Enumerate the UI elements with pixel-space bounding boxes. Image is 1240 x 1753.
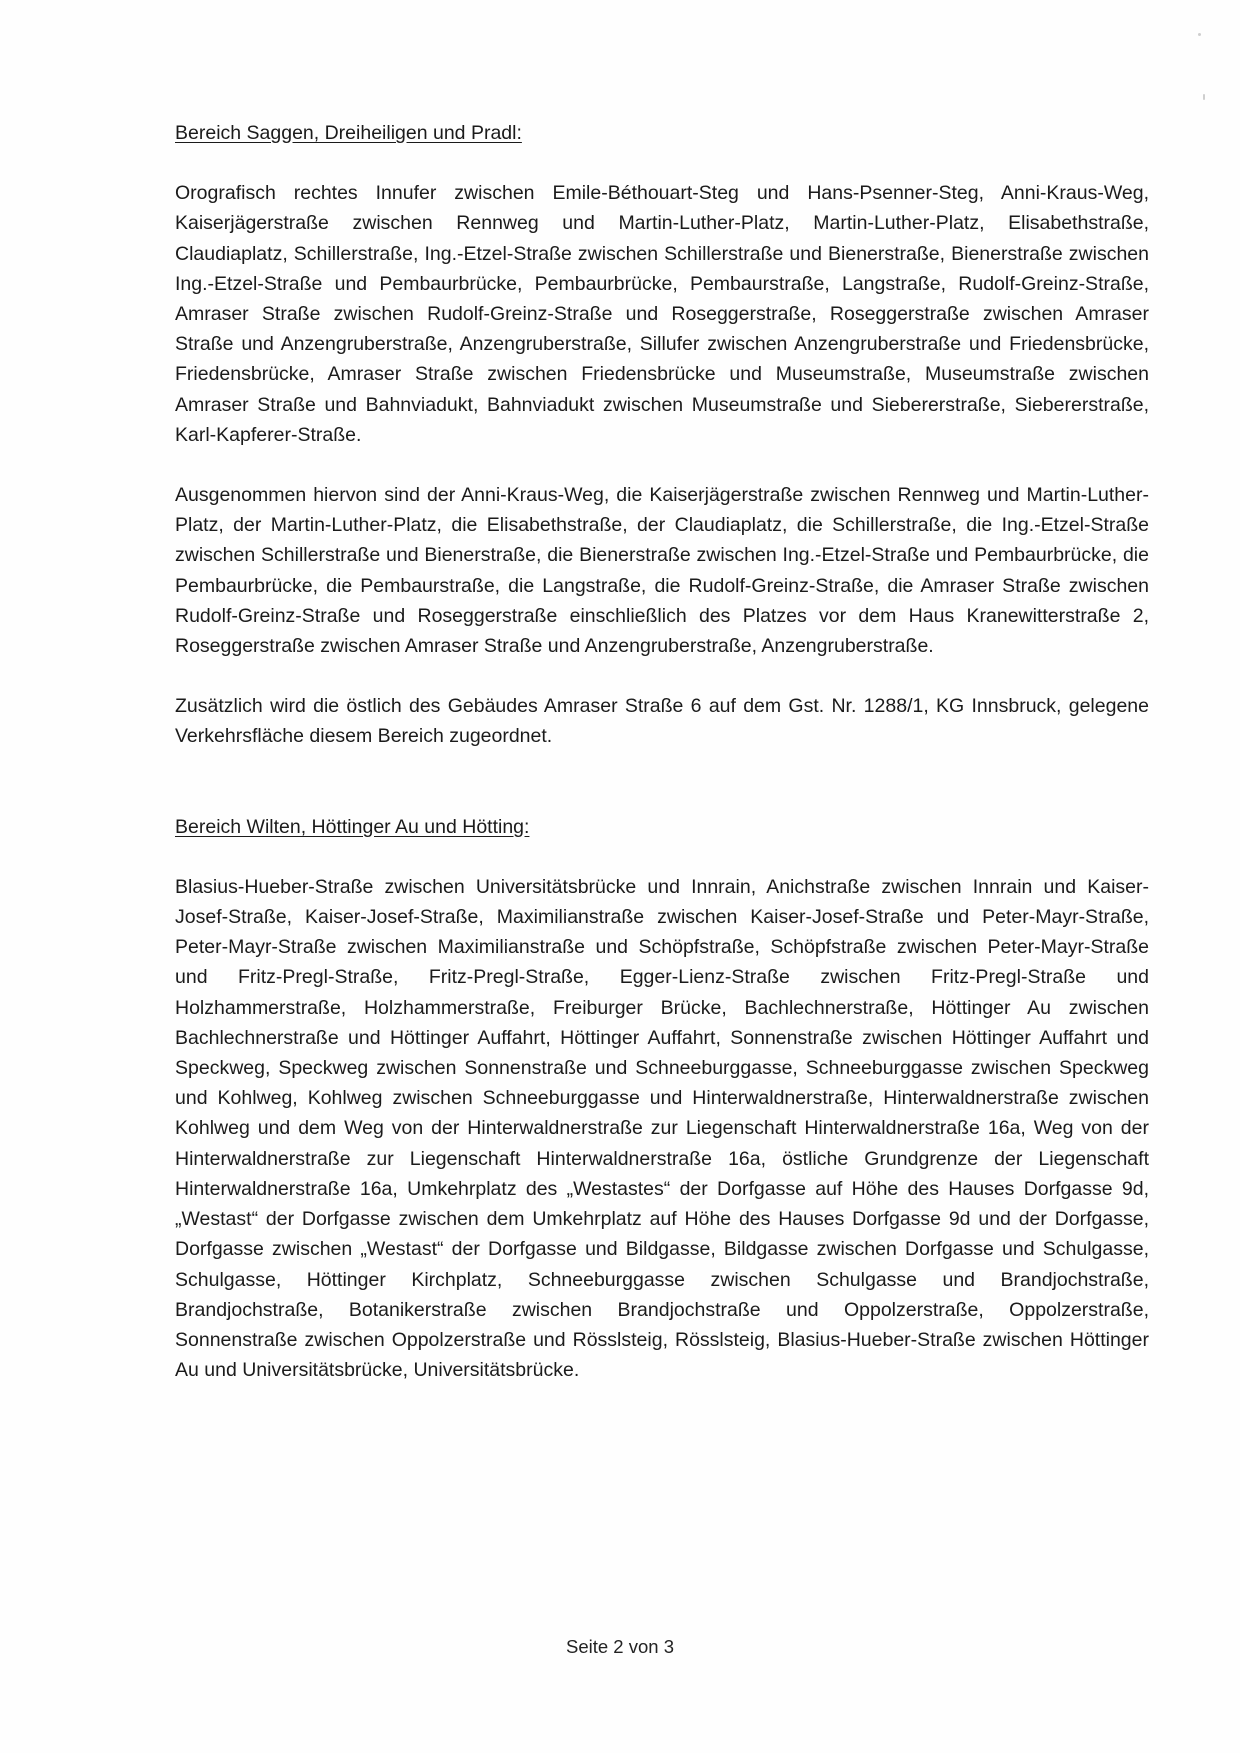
document-body bbox=[175, 118, 1149, 1385]
paragraph-saggen-streets: Orografisch rechtes Innufer zwischen Emile-Béthouart-Steg und Hans-Psenner-Steg, Anni-Kraus-Weg, Kaiserjägerstraße zwischen Rennweg und Martin-Luther-Platz, Martin-Luther-Platz, Elisabethstraße, Claudiaplatz, Schillerstraße, Ing.-Etzel-Straße zwischen Schillerstraße und Bienerstraße, Bienerstraße zwischen Ing.-Etzel-Straße und Pembaurbrücke, Pembaurbrücke, Pembaurstraße, Langstraße, Rudolf-Greinz-Straße, Amraser Straße zwischen Rudolf-Greinz-Straße und Roseggerstraße, Roseggerstraße zwischen Amraser Straße und Anzengruberstraße, Anzengruberstraße, Sillufer zwischen Anzengruberstraße und Friedensbrücke, Friedensbrücke, Amraser Straße zwischen Friedensbrücke und Museumstraße, Museumstraße zwischen Amraser Straße und Bahnviadukt, Bahnviadukt zwischen Museumstraße und Siebererstraße, Siebererstraße, Karl-Kapferer-Straße. bbox=[175, 182, 1149, 446]
scan-speck bbox=[1198, 33, 1201, 36]
paragraph-saggen-addition: Zusätzlich wird die östlich des Gebäudes Amraser Straße 6 auf dem Gst. Nr. 1288/1, KG Innsbruck, gelegene Verkehrsfläche diesem Bereich zugeordnet. bbox=[175, 695, 1149, 748]
paragraph-saggen-exceptions: Ausgenommen hiervon sind der Anni-Kraus-Weg, die Kaiserjägerstraße zwischen Rennweg und Martin-Luther-Platz, der Martin-Luther-Platz, die Elisabethstraße, der Claudiaplatz, die Schillerstraße, die Ing.-Etzel-Straße zwischen Schillerstraße und Bienerstraße, die Bienerstraße zwischen Ing.-Etzel-Straße und Pembaurbrücke, die Pembaurbrücke, die Pembaurstraße, die Langstraße, die Rudolf-Greinz-Straße, die Amraser Straße zwischen Rudolf-Greinz-Straße und Roseggerstraße einschließlich des Platzes vor dem Haus Kranewitterstraße 2, Roseggerstraße zwischen Amraser Straße und Anzengruberstraße, Anzengruberstraße. bbox=[175, 484, 1149, 658]
scan-speck bbox=[1203, 94, 1205, 100]
section-heading-wilten: Bereich Wilten, Höttinger Au und Hötting: bbox=[175, 815, 530, 838]
paragraph-wilten-streets: Blasius-Hueber-Straße zwischen Universitätsbrücke und Innrain, Anichstraße zwischen Innrain und Kaiser-Josef-Straße, Kaiser-Josef-Straße, Maximilianstraße zwischen Kaiser-Josef-Straße und Peter-Mayr-Straße, Peter-Mayr-Straße zwischen Maximilianstraße und Schöpfstraße, Schöpfstraße zwischen Peter-Mayr-Straße und Fritz-Pregl-Straße, Fritz-Pregl-Straße, Egger-Lienz-Straße zwischen Fritz-Pregl-Straße und Holzhammerstraße, Holzhammerstraße, Freiburger Brücke, Bachlechnerstraße, Höttinger Au zwischen Bachlechnerstraße und Höttinger Auffahrt, Höttinger Auffahrt, Sonnenstraße zwischen Höttinger Auffahrt und Speckweg, Speckweg zwischen Sonnenstraße und Schneeburggasse, Schneeburggasse zwischen Speckweg und Kohlweg, Kohlweg zwischen Schneeburggasse und Hinterwaldnerstraße, Hinterwaldnerstraße zwischen Kohlweg und dem Weg von der Hinterwaldnerstraße zur Liegenschaft Hinterwaldnerstraße 16a, Weg von der Hinterwaldnerstraße zur Liegenschaft Hinterwaldnerstraße 16a, östliche Grundgrenze der Liegenschaft Hinterwaldnerstraße 16a, Umkehrplatz des „Westastes“ der Dorfgasse auf Höhe des Hauses Dorfgasse 9d, „Westast“ der Dorfgasse zwischen dem Umkehrplatz auf Höhe des Hauses Dorfgasse 9d und der Dorfgasse, Dorfgasse zwischen „Westast“ der Dorfgasse und Bildgasse, Bildgasse zwischen Dorfgasse und Schulgasse, Schulgasse, Höttinger Kirchplatz, Schneeburggasse zwischen Schulgasse und Brandjochstraße, Brandjochstraße, Botanikerstraße zwischen Brandjochstraße und Oppolzerstraße, Oppolzerstraße, Sonnenstraße zwischen Oppolzerstraße und Rösslsteig, Rösslsteig, Blasius-Hueber-Straße zwischen Höttinger Au und Universitätsbrücke, Universitätsbrücke. bbox=[175, 875, 1149, 1382]
section-heading-saggen: Bereich Saggen, Dreiheiligen und Pradl: bbox=[175, 122, 522, 144]
page-number: Seite 2 von 3 bbox=[566, 1636, 674, 1657]
